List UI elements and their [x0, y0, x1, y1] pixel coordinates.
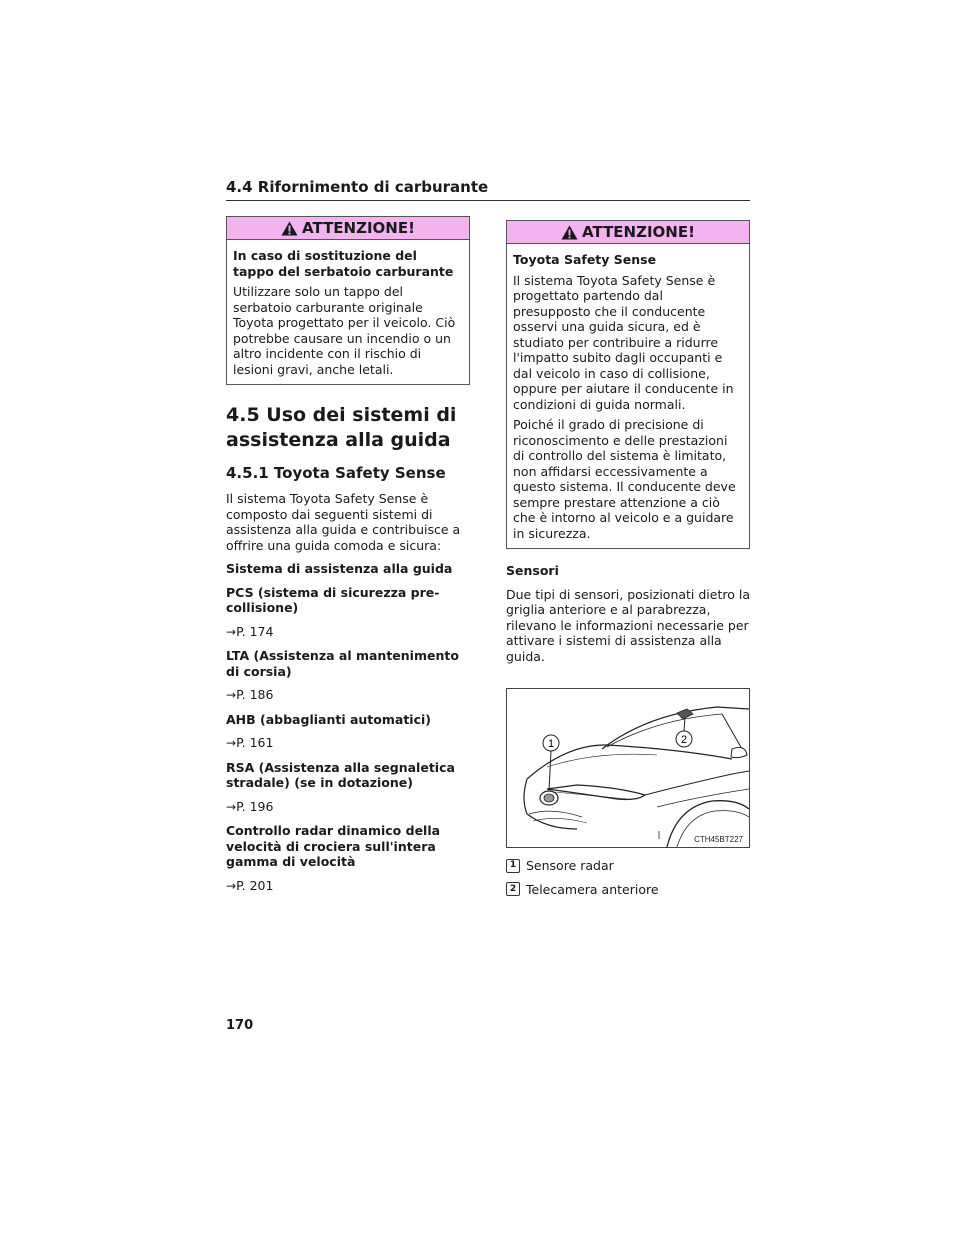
section-header: 4.4 Rifornimento di carburante	[226, 178, 750, 201]
page-ref-link[interactable]	[226, 687, 470, 704]
chapter-heading: 4.5 Uso dei sistemi di assistenza alla guida	[226, 404, 457, 451]
ref-text: P. 196	[236, 798, 274, 814]
car-front-illustration	[507, 689, 749, 847]
legend-number: 2	[506, 882, 520, 896]
arrow-right-icon: →	[226, 878, 237, 893]
page-ref-link[interactable]	[226, 624, 470, 641]
sensor-illustration	[506, 688, 750, 848]
legend-item	[506, 882, 750, 898]
legend-label: Sensore radar	[526, 858, 614, 873]
system-name-pcs: PCS (sistema di sicurezza pre-collisione)	[226, 584, 440, 615]
intro-paragraph: Il sistema Toyota Safety Sense è composto dai seguenti sistemi di assistenza alla guida e contribuisce a offrire una guida comoda e sicura:	[226, 491, 461, 553]
warning-subtitle: In caso di sostituzione del tappo del serbatoio carburante	[233, 248, 454, 279]
arrow-right-icon: →	[226, 688, 237, 702]
page-ref-link[interactable]	[226, 799, 470, 816]
system-name-ahb: AHB (abbaglianti automatici)	[226, 711, 431, 727]
warning-box-tss	[506, 220, 750, 549]
warning-title: ATTENZIONE!	[582, 223, 695, 241]
system-name-cruise: Controllo radar dinamico della velocità di crociera sull'intera gamma di velocità	[226, 823, 441, 869]
arrow-right-icon: →	[226, 736, 237, 750]
legend-item	[506, 858, 750, 874]
callout-1: 1	[547, 738, 555, 750]
subsection-heading: 4.5.1 Toyota Safety Sense	[226, 464, 446, 482]
warning-body	[227, 240, 469, 384]
sensors-paragraph: Due tipi di sensori, posizionati dietro la griglia anteriore e al parabrezza, rilevano le informazioni necessarie per attivare i sistemi di assistenza alla guida.	[506, 586, 750, 664]
legend-label: Telecamera anteriore	[526, 881, 659, 897]
figure-code: CTH45BT227	[694, 835, 743, 844]
page-ref-link[interactable]	[226, 735, 470, 752]
left-column	[226, 216, 470, 894]
system-name-lta: LTA (Assistenza al mantenimento di corsia)	[226, 648, 459, 679]
warning-triangle-icon	[281, 221, 298, 236]
group-title: Sistema di assistenza alla guida	[226, 561, 453, 576]
sensors-title: Sensori	[506, 563, 559, 578]
ref-text: P. 174	[236, 623, 274, 639]
callout-2: 2	[680, 734, 688, 746]
system-name-rsa: RSA (Assistenza alla segnaletica stradale) (se in dotazione)	[226, 759, 455, 790]
warning-header	[227, 217, 469, 240]
warning-header	[507, 221, 749, 244]
figure-legend	[506, 858, 750, 897]
warning-triangle-icon	[561, 225, 578, 240]
warning-text-2: Poiché il grado di precisione di riconoscimento e delle prestazioni di controllo del sistema è limitato, non affidarsi eccessivamente a questo sistema. Il conducente deve sempre prestare attenzione a ciò che è intorno al veicolo e a guidare in sicurezza.	[513, 417, 736, 541]
warning-text-1: Il sistema Toyota Safety Sense è progettato partendo dal presupposto che il conducente osservi una guida sicura, ed è studiato per contribuire a ridurre l'impatto subito dagli occupanti e dal veicolo in caso di collisione, oppure per aiutare il conducente in condizioni di guida normali.	[513, 272, 734, 412]
system-list	[226, 585, 470, 895]
warning-body	[507, 244, 749, 548]
ref-text: P. 161	[236, 735, 274, 750]
ref-text: P. 201	[236, 877, 274, 893]
warning-title: ATTENZIONE!	[302, 219, 415, 237]
warning-text: Utilizzare solo un tappo del serbatoio carburante originale Toyota progettato per il veicolo. Ciò potrebbe causare un incendio o un altro incidente con il rischio di lesioni gravi, anche letali.	[233, 284, 456, 377]
page-ref-link[interactable]	[226, 878, 470, 895]
arrow-right-icon: →	[226, 624, 237, 639]
ref-text: P. 186	[236, 687, 274, 702]
warning-subtitle: Toyota Safety Sense	[513, 252, 657, 267]
right-column	[506, 220, 750, 905]
arrow-right-icon: →	[226, 799, 237, 814]
page-number: 170	[226, 1018, 254, 1033]
legend-number: 1	[506, 859, 520, 873]
warning-box-fuel-cap	[226, 216, 470, 385]
